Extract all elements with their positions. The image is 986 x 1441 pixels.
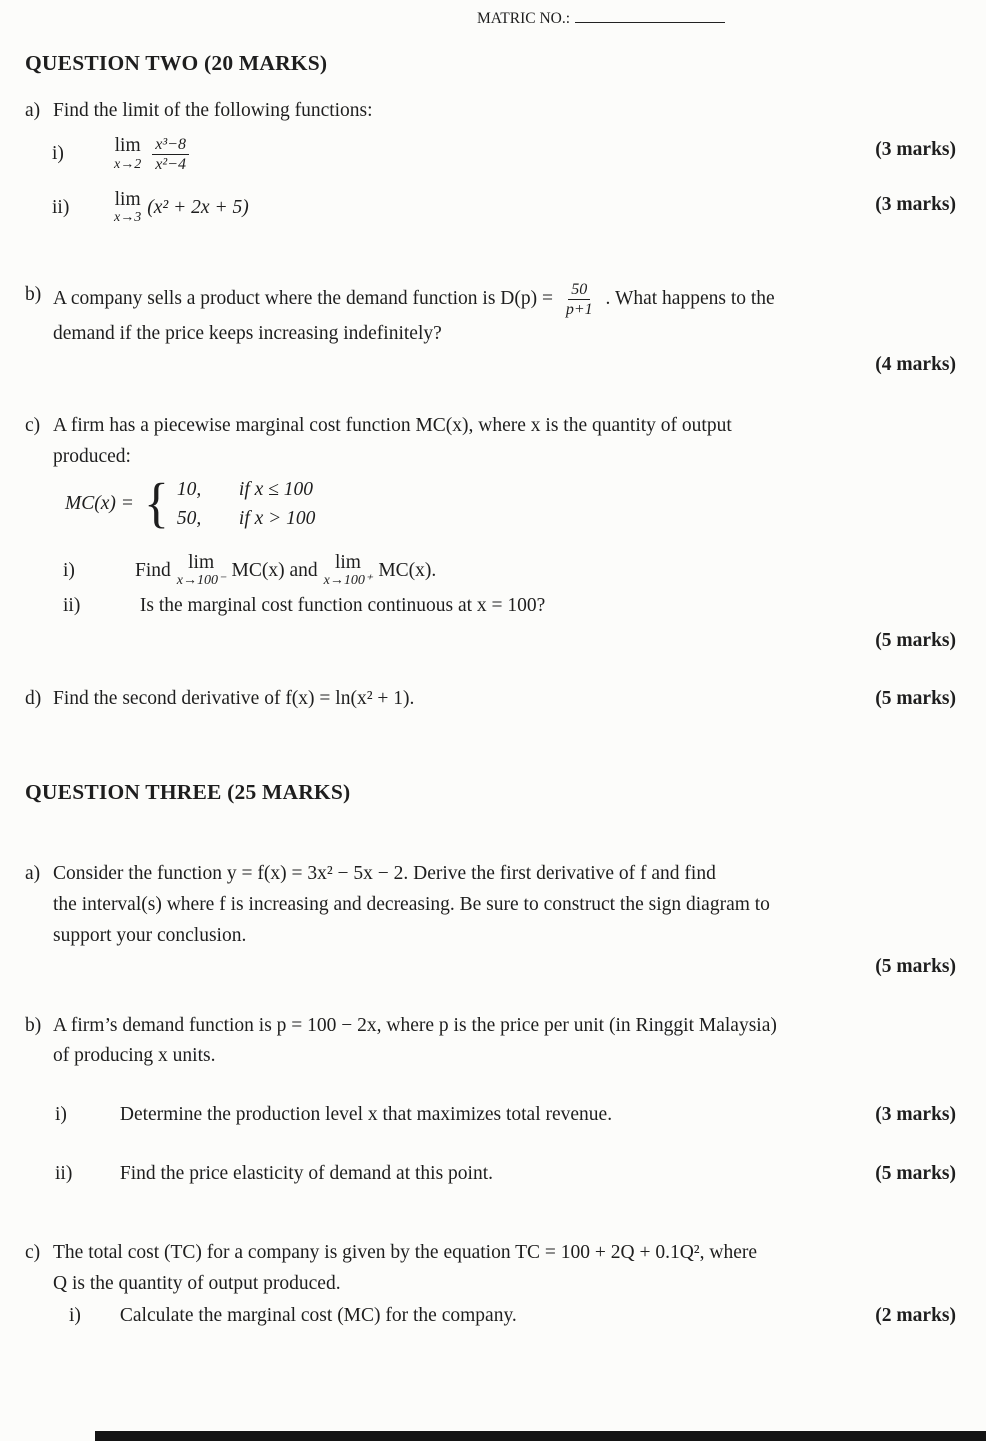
q2b-label: b) bbox=[25, 283, 42, 305]
lim-subscript: x→100⁺ bbox=[323, 572, 373, 589]
question-two-title: QUESTION TWO (20 MARKS) bbox=[25, 50, 328, 75]
matric-label: MATRIC NO.: bbox=[477, 10, 571, 27]
q3b-ii-row bbox=[25, 1159, 956, 1190]
marks-q2c: (5 marks) bbox=[875, 629, 956, 651]
case2-value: 50, bbox=[176, 507, 202, 529]
matric-blank-line bbox=[575, 9, 725, 23]
piecewise-definition bbox=[65, 473, 956, 534]
q2c-line1: A firm has a piecewise marginal cost function MC(x), where x is the quantity of output bbox=[53, 414, 732, 436]
q2b-text-after: . What happens to the bbox=[605, 288, 775, 310]
q3b-line2: of producing x units. bbox=[53, 1045, 216, 1067]
fraction-demand bbox=[563, 280, 596, 319]
q2b-text-before: A company sells a product where the demand function is D(p) = bbox=[53, 288, 553, 310]
q3b-line1: A firm’s demand function is p = 100 − 2x, where p is the price per unit (in Ringgit Malaysia) bbox=[53, 1014, 777, 1036]
q3c-label: c) bbox=[25, 1241, 41, 1263]
question-three-title: QUESTION THREE (25 MARKS) bbox=[25, 780, 351, 805]
lim-word: lim bbox=[114, 135, 141, 157]
q2c-paragraph bbox=[25, 411, 956, 473]
q3c-paragraph bbox=[25, 1238, 956, 1300]
marks-q2d: (5 marks) bbox=[875, 688, 956, 710]
q3a-text bbox=[53, 859, 956, 951]
marks-q2b: (4 marks) bbox=[875, 354, 956, 376]
left-brace: { bbox=[143, 473, 169, 534]
q2c-ii-text: Is the marginal cost function continuous at x = 100? bbox=[139, 594, 546, 616]
q3c-i-row bbox=[25, 1301, 956, 1332]
q3c-line1: The total cost (TC) for a company is given by the equation TC = 100 + 2Q + 0.1Q², where bbox=[53, 1241, 758, 1263]
q2d-text: Find the second derivative of f(x) = ln(x² + 1). bbox=[53, 688, 415, 710]
q2c-line2: produced: bbox=[53, 445, 131, 467]
q2a-intro bbox=[25, 96, 956, 127]
q2c-i-number: i) bbox=[63, 559, 75, 581]
q3b-i-content bbox=[55, 1100, 612, 1131]
case2-condition: if x > 100 bbox=[238, 507, 316, 529]
limit-left-notation bbox=[177, 553, 226, 589]
q2c-i-row bbox=[25, 553, 956, 589]
q3a-marks-line bbox=[25, 952, 956, 983]
q2d-row bbox=[25, 684, 956, 715]
q3b-i-text: Determine the production level x that maximizes total revenue. bbox=[119, 1104, 613, 1126]
case-row-1 bbox=[177, 476, 316, 504]
q3b-text bbox=[53, 1011, 956, 1073]
lim-subscript: x→2 bbox=[114, 155, 142, 172]
q3b-label: b) bbox=[25, 1014, 42, 1036]
q2c-i-expr2: MC(x). bbox=[378, 559, 437, 581]
q3b-paragraph bbox=[25, 1011, 956, 1073]
q3b-i-row bbox=[25, 1100, 956, 1131]
lim-subscript: x→100⁻ bbox=[176, 572, 226, 589]
q2b-paragraph bbox=[25, 280, 956, 350]
q2b-line2: demand if the price keeps increasing indefinitely? bbox=[53, 323, 442, 345]
q2c-text bbox=[53, 411, 956, 473]
q2a-i-content bbox=[52, 135, 194, 174]
matric-row bbox=[477, 8, 956, 30]
q3c-i-text: Calculate the marginal cost (MC) for the company. bbox=[119, 1305, 517, 1327]
q2a-label: a) bbox=[25, 99, 41, 121]
marks-q3a: (5 marks) bbox=[875, 955, 956, 977]
piecewise-cases bbox=[177, 476, 316, 533]
q3c-i-content bbox=[69, 1301, 517, 1332]
q2a-intro-text: Find the limit of the following functions: bbox=[53, 99, 373, 121]
lim-subscript: x→3 bbox=[114, 209, 142, 226]
fraction-numerator: x³−8 bbox=[152, 135, 189, 155]
case1-value: 10, bbox=[176, 479, 202, 501]
q2b-marks-line bbox=[25, 350, 956, 381]
q2c-label: c) bbox=[25, 414, 41, 436]
marks-q2a-i: (3 marks) bbox=[875, 138, 956, 160]
q3c-text bbox=[53, 1238, 956, 1300]
q3b-ii-number: ii) bbox=[55, 1162, 73, 1184]
q3a-paragraph bbox=[25, 859, 956, 951]
marks-q3b-i: (3 marks) bbox=[875, 1104, 956, 1126]
marks-q3c-i: (2 marks) bbox=[875, 1305, 956, 1327]
lim-word: lim bbox=[114, 188, 141, 210]
lim-word: lim bbox=[334, 551, 361, 573]
q3a-line2: the interval(s) where f is increasing and decreasing. Be sure to construct the sign diagram to bbox=[53, 894, 770, 916]
q2c-i-content bbox=[63, 553, 436, 589]
piecewise-lhs: MC(x) = bbox=[65, 493, 134, 515]
lim-word: lim bbox=[188, 551, 215, 573]
q2a-ii-content bbox=[52, 190, 249, 226]
fraction-numerator: 50 bbox=[568, 280, 590, 300]
q2a-i-row bbox=[25, 135, 956, 174]
case-row-2 bbox=[177, 505, 316, 533]
scan-edge-artifact bbox=[95, 1431, 986, 1441]
q3a-line1: Consider the function y = f(x) = 3x² − 5x − 2. Derive the first derivative of f and find bbox=[53, 863, 716, 885]
q2b-text bbox=[53, 280, 956, 350]
marks-q2a-ii: (3 marks) bbox=[875, 193, 956, 215]
q3c-i-number: i) bbox=[69, 1305, 81, 1327]
fraction-denominator: x²−4 bbox=[155, 155, 186, 173]
marks-q3b-ii: (5 marks) bbox=[875, 1162, 956, 1184]
q2c-i-find: Find bbox=[135, 559, 171, 581]
q2a-ii-expression: (x² + 2x + 5) bbox=[147, 196, 249, 218]
q2a-i-number: i) bbox=[52, 142, 64, 164]
q2c-marks-line bbox=[25, 626, 956, 657]
case1-condition: if x ≤ 100 bbox=[238, 479, 313, 501]
q2a-ii-row bbox=[25, 190, 956, 226]
q2c-ii-number: ii) bbox=[63, 594, 81, 616]
q3b-ii-text: Find the price elasticity of demand at this point. bbox=[119, 1162, 494, 1184]
limit-right-notation bbox=[324, 553, 373, 589]
q3a-label: a) bbox=[25, 863, 41, 885]
q3b-i-number: i) bbox=[55, 1104, 67, 1126]
q2c-i-expr1: MC(x) and bbox=[231, 559, 318, 581]
q3b-ii-content bbox=[55, 1159, 493, 1190]
q3c-line2: Q is the quantity of output produced. bbox=[53, 1272, 341, 1294]
fraction-x3-8 bbox=[152, 135, 189, 174]
fraction-denominator: p+1 bbox=[565, 301, 593, 319]
limit-notation-i bbox=[114, 136, 141, 172]
q2d-content bbox=[25, 684, 414, 715]
q2c-ii-row bbox=[25, 591, 956, 622]
q2d-label: d) bbox=[25, 688, 42, 710]
q2a-ii-number: ii) bbox=[52, 196, 70, 218]
q3a-line3: support your conclusion. bbox=[53, 924, 247, 946]
limit-notation-ii bbox=[114, 190, 141, 226]
